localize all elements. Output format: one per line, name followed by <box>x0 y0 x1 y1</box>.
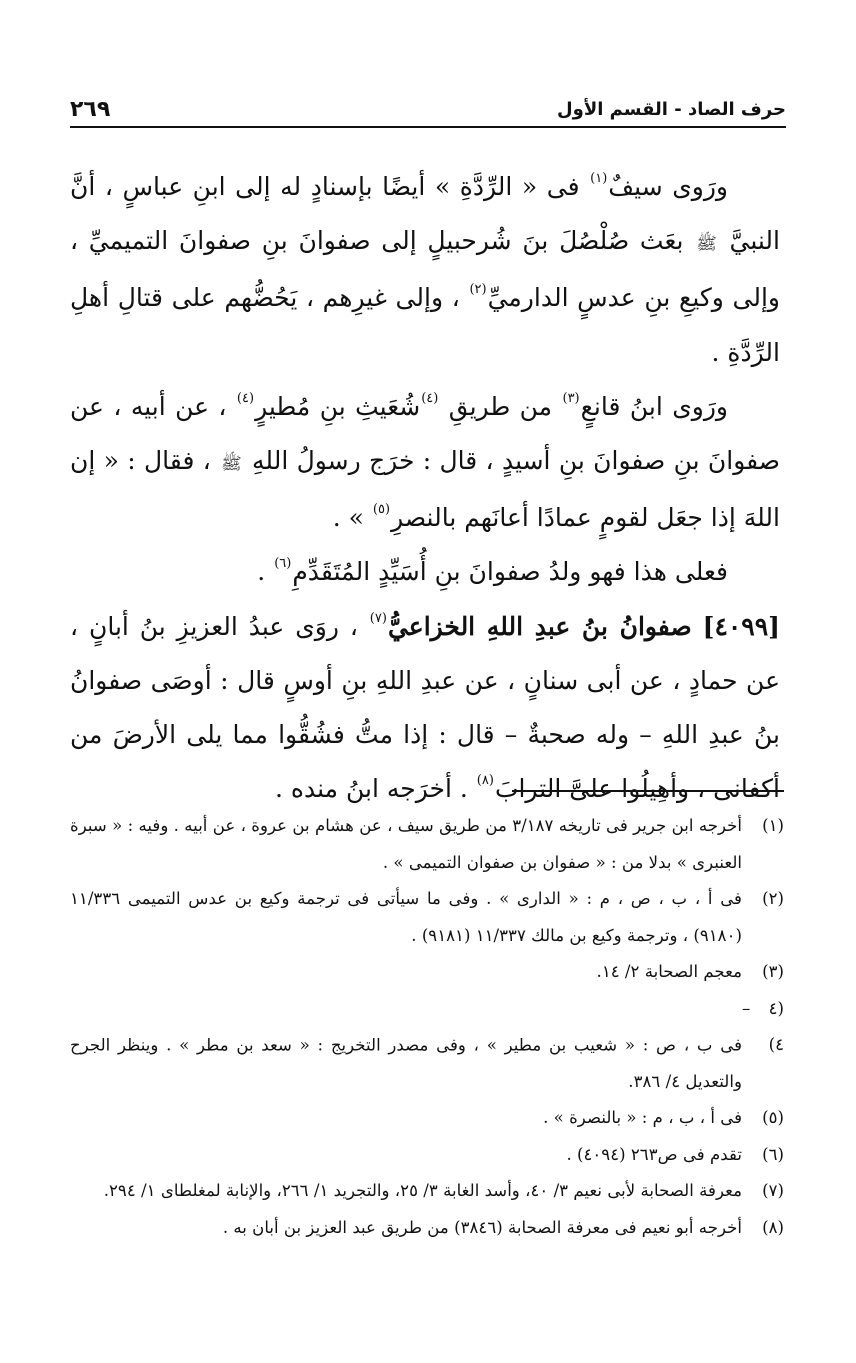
footnote-6 <box>70 1137 784 1174</box>
text-run: ورَوى سيفٌ <box>608 172 729 201</box>
footnote-number: (٢) <box>762 889 784 908</box>
text-run: ، وإلى غيرِهم ، يَحُضُّهم على قتالِ أهلِ الرِّدَّةِ . <box>70 283 780 367</box>
text-run: ، فقال : « إن اللهَ إذا جعَل لقومٍ عمادًا أعانَهم بالنصرِ <box>70 446 780 533</box>
footnote-5 <box>70 1100 784 1137</box>
footnote-1 <box>70 808 784 881</box>
footnote-text: معجم الصحابة ٢/ ١٤. <box>596 962 742 981</box>
footnote-2 <box>70 881 784 954</box>
paragraph-1 <box>70 160 780 380</box>
running-title: حرف الصاد - القسم الأول <box>557 98 786 120</box>
footnotes <box>70 808 784 1246</box>
text-run: . <box>257 557 274 587</box>
footnote-number: (٥) <box>762 1108 784 1127</box>
text-run: ، عن أبيه ، عن صفوانَ بنِ صفوانَ بنِ أسيدٍ ، قال : خرَج رسولُ اللهِ <box>70 391 780 476</box>
salutation-symbol: ﷺ <box>696 234 717 255</box>
salutation-symbol: ﷺ <box>221 454 242 475</box>
footnote-ref: (٤) <box>421 390 439 406</box>
footnote-ref: (٥) <box>372 502 391 518</box>
footnote-8 <box>70 1210 784 1247</box>
footnote-number: (٦) <box>762 1144 784 1164</box>
footnote-7 <box>70 1173 784 1210</box>
footnote-number: (٤ – ٤) <box>742 998 784 1054</box>
footnote-number: (٨) <box>762 1217 784 1237</box>
paragraph-2 <box>70 380 780 546</box>
footnote-text: فى ب ، ص : « شعيب بن مطير » ، وفى مصدر التخريج : « سعد بن مطر » . وينظر الجرح والتعديل ٤/ ٣٨٦. <box>70 1035 742 1091</box>
footnote-ref: (٨) <box>476 773 494 789</box>
text-run: فعلى هذا فهو ولدُ صفوانَ بنِ أُسَيِّدٍ المُتَقَدِّمِ <box>292 557 728 587</box>
footnote-3 <box>70 954 784 991</box>
entry-name: صفوانُ بنُ عبدِ اللهِ الخزاعيُّ <box>387 611 692 641</box>
footnote-number: (٧) <box>762 1181 784 1200</box>
footnote-ref: (٣) <box>562 390 580 406</box>
footnote-text: معرفة الصحابة لأبى نعيم ٣/ ٤٠، وأسد الغابة ٣/ ٢٥، والتجريد ١/ ٢٦٦، والإنابة لمغلطاى ١/ ٢٩٤. <box>103 1181 742 1200</box>
text-run: من طريقِ <box>439 391 562 421</box>
text-run: ورَوى ابنُ قانعٍ <box>580 391 728 421</box>
running-header <box>70 92 786 128</box>
text-run: شُعَيثِ بنِ مُطيرٍ <box>255 391 421 421</box>
footnote-4 <box>70 991 784 1101</box>
footnote-ref: (٢) <box>469 282 487 298</box>
footnote-text: فى أ ، ب ، ص ، م : « الدارى » . وفى ما سيأتى فى ترجمة وكيع بن عدس التميمى ١١/٣٣٦ (٩١٨٠) ، وترجمة وكيع بن مالك ١١/٣٣٧ (٩١٨١) . <box>70 889 742 945</box>
footnote-ref: (١) <box>590 171 608 186</box>
footnote-ref: (٤) <box>236 390 255 406</box>
main-text <box>70 160 780 816</box>
footnote-number: (٣) <box>762 962 784 981</box>
footnote-ref: (٧) <box>369 610 387 626</box>
footnote-text: فى أ ، ب ، م : « بالنصرة » . <box>543 1108 742 1127</box>
footnote-text: تقدم فى ص٢٦٣ (٤٠٩٤) . <box>566 1144 742 1164</box>
text-run: . أخرَجه ابنُ منده . <box>275 774 476 804</box>
footnote-number: (١) <box>762 816 784 835</box>
footnote-ref: (٦) <box>274 556 292 572</box>
paragraph-3 <box>70 545 780 599</box>
text-run: ، روَى عبدُ العزيزِ بنُ أبانٍ ، عن حمادٍ ، عن أبى سنانٍ ، عن عبدِ اللهِ بنِ أوسٍ قال : أوصَى صفوانُ بنُ عبدِ اللهِ – وله صحبةٌ – قال : إذا متُّ فشُقُّوا مما يلى الأرضَ من أكفانى ، وأهِيلُوا علىَّ الترابَ <box>70 611 780 804</box>
page-number: ٢٦٩ <box>70 96 111 122</box>
entry-number: [٤٠٩٩] <box>702 611 780 641</box>
text-run: بعَث صُلْصُلَ بنَ شُرحبيلٍ إلى صفوانَ بنِ صفوانَ التميميِّ ، وإلى وكيعِ بنِ عدسٍ الدارميِّ <box>70 226 780 313</box>
footnote-text: أخرجه ابن جرير فى تاريخه ٣/١٨٧ من طريق سيف ، عن هشام بن عروة ، عن أبيه . وفيه : « سبرة العنبرى » بدلا من : « صفوان بن صفوان التميمى » . <box>70 816 742 872</box>
text-run: » . <box>332 503 372 533</box>
footnote-text: أخرجه أبو نعيم فى معرفة الصحابة (٣٨٤٦) من طريق عبد العزيز بن أبان به . <box>222 1217 742 1237</box>
text-run: فى « الرِّدَّةِ » أيضًا بإسنادٍ له إلى ابنِ عباسٍ ، أنَّ النبيَّ <box>70 172 780 256</box>
footnote-divider <box>512 790 784 792</box>
entry-4099 <box>70 600 780 817</box>
